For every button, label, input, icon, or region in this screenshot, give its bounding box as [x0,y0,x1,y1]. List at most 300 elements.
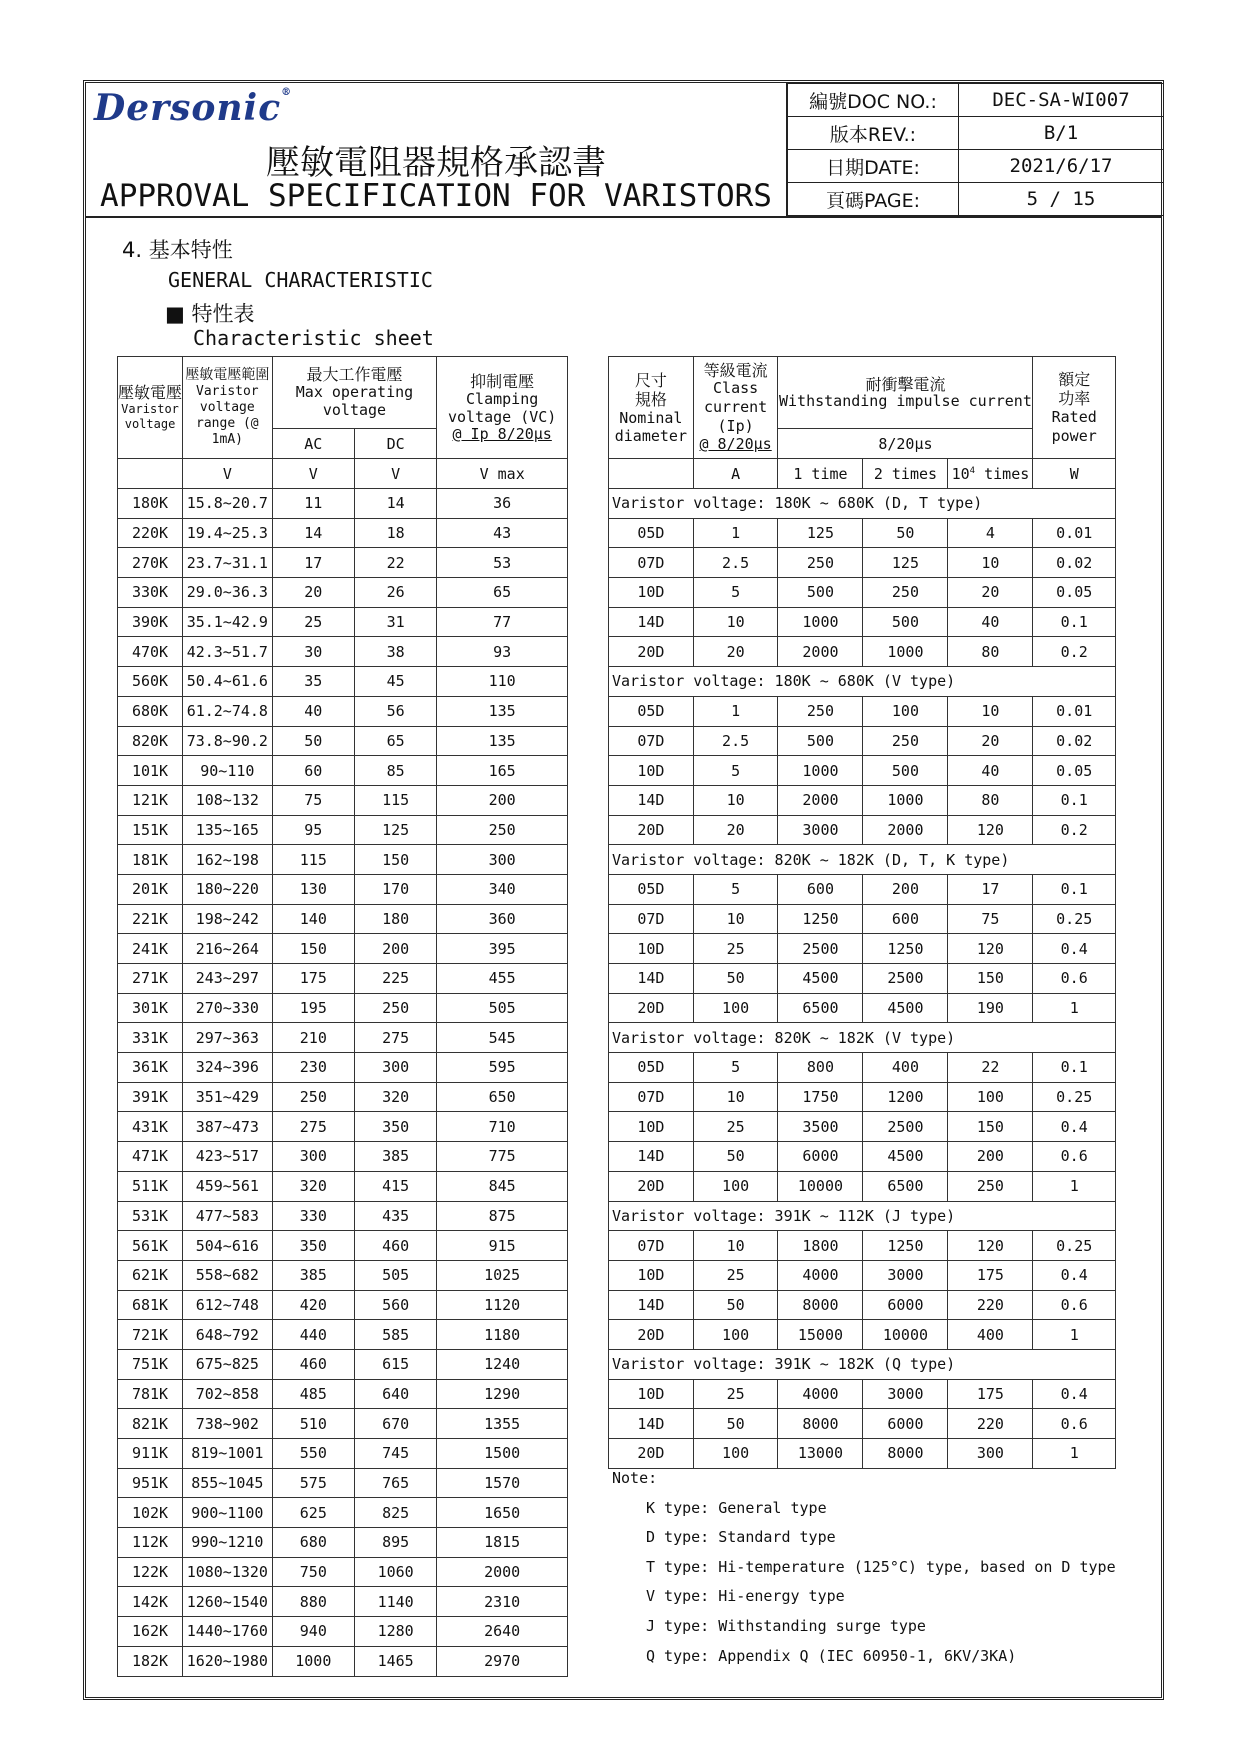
rated-power-cell: 0.1 [1033,1053,1116,1083]
table-row [118,578,568,608]
impulse-1-time-cell: 125 [778,518,863,548]
impulse-1-time-cell: 4000 [778,1260,863,1290]
page-value: 5 / 15 [959,183,1164,216]
impulse-10e4-times-cell: 17 [948,874,1033,904]
class-current-cell: 50 [693,1142,778,1172]
clamping-voltage-cell: 360 [437,904,568,934]
impulse-10e4-times-cell: 40 [948,756,1033,786]
voltage-range-cell: 23.7~31.1 [183,548,273,578]
table-row [118,1439,568,1469]
note-item: K type: General type [646,1498,827,1517]
impulse-10e4-times-cell: 200 [948,1142,1033,1172]
clamping-voltage-cell: 1500 [437,1439,568,1469]
subsection-title-en: Characteristic sheet [193,326,434,350]
max-dc-cell: 22 [354,548,436,578]
impulse-10e4-times-cell: 400 [948,1320,1033,1350]
voltage-range-cell: 477~583 [183,1201,273,1231]
impulse-10e4-times-cell: 220 [948,1290,1033,1320]
class-current-cell: 2.5 [693,548,778,578]
varistor-code-cell: 151K [118,815,183,845]
diameter-cell: 10D [609,1260,694,1290]
doc-no-value: DEC-SA-WI007 [959,84,1164,117]
group-row [609,845,1116,875]
clamping-voltage-cell: 300 [437,845,568,875]
table-row [118,1557,568,1587]
max-dc-cell: 825 [354,1498,436,1528]
header-voltage-range [183,357,273,459]
class-current-cell: 50 [693,964,778,994]
table-row [609,785,1116,815]
voltage-range-cell: 324~396 [183,1053,273,1083]
impulse-10e4-times-cell: 300 [948,1439,1033,1469]
max-dc-cell: 225 [354,964,436,994]
clamping-voltage-cell: 1180 [437,1320,568,1350]
header-impulse-cn: 耐衝擊電流 [865,374,946,394]
group-row [609,667,1116,697]
clamping-voltage-cell: 65 [437,578,568,608]
max-dc-cell: 300 [354,1053,436,1083]
impulse-2-times-cell: 125 [863,548,948,578]
varistor-code-cell: 330K [118,578,183,608]
varistor-code-cell: 201K [118,874,183,904]
notes-title: Note: [612,1469,658,1487]
max-dc-cell: 38 [354,637,436,667]
max-ac-cell: 230 [272,1053,354,1083]
clamping-voltage-cell: 53 [437,548,568,578]
impulse-2-times-cell: 50 [863,518,948,548]
class-current-cell: 5 [693,756,778,786]
notes-block [612,1464,1116,1671]
varistor-code-cell: 390K [118,607,183,637]
table-row [609,904,1116,934]
impulse-2-times-cell: 3000 [863,1260,948,1290]
rated-power-cell: 0.4 [1033,1112,1116,1142]
clamping-voltage-cell: 340 [437,874,568,904]
diameter-cell: 14D [609,785,694,815]
impulse-2-times-cell: 100 [863,696,948,726]
max-dc-cell: 125 [354,815,436,845]
rated-power-cell: 0.6 [1033,964,1116,994]
table-row [118,667,568,697]
clamping-voltage-cell: 93 [437,637,568,667]
varistor-code-cell: 182K [118,1646,183,1676]
table-row [118,637,568,667]
table-row [609,1142,1116,1172]
clamping-voltage-cell: 395 [437,934,568,964]
clamping-voltage-cell: 845 [437,1171,568,1201]
varistor-code-cell: 122K [118,1557,183,1587]
clamping-voltage-cell: 915 [437,1231,568,1261]
table-row [118,1617,568,1647]
impulse-2-times-cell: 600 [863,904,948,934]
max-ac-cell: 940 [272,1617,354,1647]
table-row [609,993,1116,1023]
group-title: Varistor voltage: 820K ~ 182K (V type) [609,1023,1116,1053]
voltage-range-cell: 297~363 [183,1023,273,1053]
max-ac-cell: 510 [272,1409,354,1439]
diameter-cell: 20D [609,637,694,667]
unit-code [118,459,183,489]
impulse-2-times-cell: 1200 [863,1082,948,1112]
impulse-10e4-times-cell: 120 [948,1231,1033,1261]
table-row [609,726,1116,756]
impulse-1-time-cell: 3000 [778,815,863,845]
impulse-1-time-cell: 2500 [778,934,863,964]
varistor-code-cell: 560K [118,667,183,697]
header-ac: AC [272,429,354,459]
class-current-cell: 25 [693,1112,778,1142]
varistor-code-cell: 951K [118,1468,183,1498]
impulse-2-times-cell: 2500 [863,1112,948,1142]
rated-power-cell: 0.01 [1033,696,1116,726]
voltage-range-cell: 675~825 [183,1349,273,1379]
group-row [609,1349,1116,1379]
header-rated-power [1033,357,1116,459]
varistor-code-cell: 180K [118,489,183,519]
rated-power-cell: 0.25 [1033,904,1116,934]
max-ac-cell: 575 [272,1468,354,1498]
max-dc-cell: 65 [354,726,436,756]
diameter-cell: 20D [609,815,694,845]
impulse-2-times-cell: 1000 [863,637,948,667]
max-dc-cell: 200 [354,934,436,964]
max-dc-cell: 745 [354,1439,436,1469]
impulse-1-time-cell: 500 [778,726,863,756]
impulse-10e4-times-cell: 190 [948,993,1033,1023]
max-ac-cell: 95 [272,815,354,845]
max-dc-cell: 1060 [354,1557,436,1587]
max-dc-cell: 150 [354,845,436,875]
diameter-cell: 14D [609,607,694,637]
diameter-cell: 07D [609,1231,694,1261]
diameter-cell: 20D [609,1439,694,1469]
class-current-cell: 25 [693,1260,778,1290]
max-ac-cell: 440 [272,1320,354,1350]
table-row [118,1023,568,1053]
voltage-range-cell: 387~473 [183,1112,273,1142]
header-dc: DC [354,429,436,459]
note-item: Q type: Appendix Q (IEC 60950-1, 6KV/3KA) [646,1646,1017,1665]
max-dc-cell: 385 [354,1142,436,1172]
clamping-voltage-cell: 1025 [437,1260,568,1290]
max-dc-cell: 560 [354,1290,436,1320]
impulse-10e4-times-cell: 80 [948,637,1033,667]
diameter-cell: 07D [609,904,694,934]
impulse-1-time-cell: 600 [778,874,863,904]
header-size-cn: 尺寸規格 [634,370,667,409]
rated-power-cell: 0.6 [1033,1142,1116,1172]
header-clamp-en: Clamping voltage (VC) [447,389,557,426]
table-row [118,1468,568,1498]
voltage-range-cell: 1440~1760 [183,1617,273,1647]
class-current-cell: 2.5 [693,726,778,756]
voltage-characteristic-table [117,356,568,1677]
max-dc-cell: 615 [354,1349,436,1379]
unit-rated: W [1033,459,1116,489]
class-current-cell: 5 [693,874,778,904]
varistor-code-cell: 721K [118,1320,183,1350]
impulse-2-times-cell: 1250 [863,934,948,964]
voltage-range-cell: 504~616 [183,1231,273,1261]
voltage-range-cell: 73.8~90.2 [183,726,273,756]
rated-power-cell: 0.25 [1033,1231,1116,1261]
varistor-code-cell: 121K [118,785,183,815]
max-ac-cell: 14 [272,518,354,548]
table-row [118,845,568,875]
clamping-voltage-cell: 250 [437,815,568,845]
voltage-range-cell: 351~429 [183,1082,273,1112]
rated-power-cell: 1 [1033,993,1116,1023]
max-ac-cell: 550 [272,1439,354,1469]
impulse-1-time-cell: 1800 [778,1231,863,1261]
impulse-10e4-times-cell: 10 [948,696,1033,726]
impulse-2-times-cell: 1250 [863,1231,948,1261]
max-ac-cell: 60 [272,756,354,786]
class-current-cell: 10 [693,904,778,934]
voltage-range-cell: 855~1045 [183,1468,273,1498]
table-row [609,1231,1116,1261]
impulse-2-times-cell: 8000 [863,1439,948,1469]
group-title: Varistor voltage: 391K ~ 182K (Q type) [609,1349,1116,1379]
class-current-cell: 25 [693,1379,778,1409]
voltage-range-cell: 180~220 [183,874,273,904]
rated-power-cell: 0.4 [1033,934,1116,964]
table-row [609,1053,1116,1083]
table-row [118,1201,568,1231]
table-row [118,815,568,845]
header-clamp-cn: 抑制電壓 [470,371,535,391]
voltage-range-cell: 61.2~74.8 [183,696,273,726]
impulse-2-times-cell: 500 [863,756,948,786]
unit-1-time: 1 time [778,459,863,489]
note-item: J type: Withstanding surge type [646,1616,926,1635]
table-row [609,607,1116,637]
header-varistor-voltage [118,357,183,459]
clamping-voltage-cell: 1290 [437,1379,568,1409]
section-heading: 4. 基本特性 [122,238,233,262]
voltage-range-cell: 29.0~36.3 [183,578,273,608]
rated-power-cell: 0.01 [1033,518,1116,548]
varistor-code-cell: 561K [118,1231,183,1261]
diameter-cell: 14D [609,1409,694,1439]
voltage-range-cell: 648~792 [183,1320,273,1350]
impulse-1-time-cell: 1000 [778,607,863,637]
voltage-range-cell: 198~242 [183,904,273,934]
table-row [609,1409,1116,1439]
unit-size [609,459,694,489]
impulse-1-time-cell: 1750 [778,1082,863,1112]
voltage-range-cell: 19.4~25.3 [183,518,273,548]
clamping-voltage-cell: 200 [437,785,568,815]
impulse-2-times-cell: 250 [863,578,948,608]
table-row [118,904,568,934]
impulse-1-time-cell: 800 [778,1053,863,1083]
header-clamp-ip: @ Ip 8/20μs [452,424,552,443]
rated-power-cell: 1 [1033,1320,1116,1350]
table-row [118,874,568,904]
max-ac-cell: 250 [272,1082,354,1112]
rated-power-cell: 0.4 [1033,1379,1116,1409]
clamping-voltage-cell: 135 [437,726,568,756]
table-row [118,1171,568,1201]
clamping-voltage-cell: 1650 [437,1498,568,1528]
diameter-cell: 05D [609,518,694,548]
varistor-code-cell: 220K [118,518,183,548]
rated-power-cell: 1 [1033,1171,1116,1201]
header-range-en: Varistor voltage range (@ 1mA) [196,384,259,447]
impulse-2-times-cell: 500 [863,607,948,637]
impulse-current-table [608,356,1116,1469]
date-label: 日期DATE: [787,150,959,183]
unit-class: A [693,459,778,489]
voltage-range-cell: 135~165 [183,815,273,845]
voltage-range-cell: 819~1001 [183,1439,273,1469]
header-max-operating [272,357,437,429]
voltage-range-cell: 459~561 [183,1171,273,1201]
varistor-code-cell: 102K [118,1498,183,1528]
impulse-2-times-cell: 250 [863,726,948,756]
max-ac-cell: 20 [272,578,354,608]
page-label: 頁碼PAGE: [787,183,959,216]
impulse-10e4-times-cell: 22 [948,1053,1033,1083]
clamping-voltage-cell: 875 [437,1201,568,1231]
impulse-2-times-cell: 200 [863,874,948,904]
table-row [118,518,568,548]
table-row [609,1320,1116,1350]
max-ac-cell: 300 [272,1142,354,1172]
table-row [118,1231,568,1261]
impulse-10e4-times-cell: 100 [948,1082,1033,1112]
header-class-current [693,357,778,459]
max-ac-cell: 420 [272,1290,354,1320]
impulse-10e4-times-cell: 120 [948,934,1033,964]
header-code-en: Varistor voltage [121,402,179,431]
max-ac-cell: 30 [272,637,354,667]
table-row [118,756,568,786]
max-dc-cell: 350 [354,1112,436,1142]
clamping-voltage-cell: 455 [437,964,568,994]
impulse-10e4-times-cell: 220 [948,1409,1033,1439]
varistor-code-cell: 181K [118,845,183,875]
table-row [609,1171,1116,1201]
class-current-cell: 100 [693,1320,778,1350]
class-current-cell: 25 [693,934,778,964]
clamping-voltage-cell: 650 [437,1082,568,1112]
note-item: V type: Hi-energy type [646,1587,845,1606]
voltage-range-cell: 270~330 [183,993,273,1023]
voltage-range-cell: 108~132 [183,785,273,815]
impulse-2-times-cell: 2000 [863,815,948,845]
max-ac-cell: 625 [272,1498,354,1528]
impulse-2-times-cell: 6000 [863,1409,948,1439]
max-ac-cell: 115 [272,845,354,875]
max-ac-cell: 330 [272,1201,354,1231]
table-row [118,934,568,964]
max-dc-cell: 895 [354,1528,436,1558]
header-withstanding-impulse [778,357,1033,429]
impulse-2-times-cell: 400 [863,1053,948,1083]
class-current-cell: 20 [693,815,778,845]
table-row [118,993,568,1023]
diameter-cell: 07D [609,548,694,578]
max-ac-cell: 150 [272,934,354,964]
rated-power-cell: 0.1 [1033,874,1116,904]
class-current-cell: 100 [693,993,778,1023]
table-row [609,637,1116,667]
max-ac-cell: 175 [272,964,354,994]
max-dc-cell: 26 [354,578,436,608]
title-chinese: 壓敏電阻器規格承認書 [266,143,606,183]
varistor-code-cell: 821K [118,1409,183,1439]
table-row [609,964,1116,994]
impulse-10e4-times-cell: 80 [948,785,1033,815]
section-title-en: GENERAL CHARACTERISTIC [168,268,433,292]
table-row [118,1112,568,1142]
voltage-range-cell: 990~1210 [183,1528,273,1558]
varistor-code-cell: 101K [118,756,183,786]
impulse-1-time-cell: 8000 [778,1290,863,1320]
table-row [118,785,568,815]
impulse-2-times-cell: 4500 [863,1142,948,1172]
impulse-2-times-cell: 1000 [863,785,948,815]
max-dc-cell: 31 [354,607,436,637]
class-current-cell: 5 [693,1053,778,1083]
voltage-range-cell: 738~902 [183,1409,273,1439]
diameter-cell: 10D [609,578,694,608]
table-row [118,1290,568,1320]
impulse-1-time-cell: 2000 [778,785,863,815]
date-value: 2021/6/17 [959,150,1164,183]
note-item: T type: Hi-temperature (125°C) type, based on D type [646,1557,1116,1576]
voltage-range-cell: 1620~1980 [183,1646,273,1676]
max-dc-cell: 250 [354,993,436,1023]
rated-power-cell: 0.2 [1033,637,1116,667]
table-row [609,815,1116,845]
voltage-range-cell: 162~198 [183,845,273,875]
rated-power-cell: 0.6 [1033,1290,1116,1320]
header-clamping-voltage [437,357,568,459]
voltage-range-cell: 558~682 [183,1260,273,1290]
diameter-cell: 05D [609,1053,694,1083]
voltage-range-cell: 50.4~61.6 [183,667,273,697]
clamping-voltage-cell: 595 [437,1053,568,1083]
group-row [609,1023,1116,1053]
rated-power-cell: 0.05 [1033,578,1116,608]
clamping-voltage-cell: 110 [437,667,568,697]
unit-10e4-exp: 4 [969,465,976,476]
max-ac-cell: 680 [272,1528,354,1558]
varistor-code-cell: 681K [118,1290,183,1320]
group-title: Varistor voltage: 180K ~ 680K (D, T type) [609,489,1116,519]
varistor-code-cell: 221K [118,904,183,934]
rev-value: B/1 [959,117,1164,150]
diameter-cell: 14D [609,964,694,994]
clamping-voltage-cell: 77 [437,607,568,637]
max-dc-cell: 460 [354,1231,436,1261]
doc-info-table [786,83,1164,216]
max-ac-cell: 140 [272,904,354,934]
table-row [118,1260,568,1290]
table-row [118,1587,568,1617]
header-rated-cn: 額定功率 [1058,369,1091,408]
max-dc-cell: 1465 [354,1646,436,1676]
varistor-code-cell: 241K [118,934,183,964]
max-ac-cell: 350 [272,1231,354,1261]
impulse-1-time-cell: 6500 [778,993,863,1023]
class-current-cell: 1 [693,696,778,726]
header-rated-en: Rated power [1051,407,1097,445]
class-current-cell: 10 [693,785,778,815]
